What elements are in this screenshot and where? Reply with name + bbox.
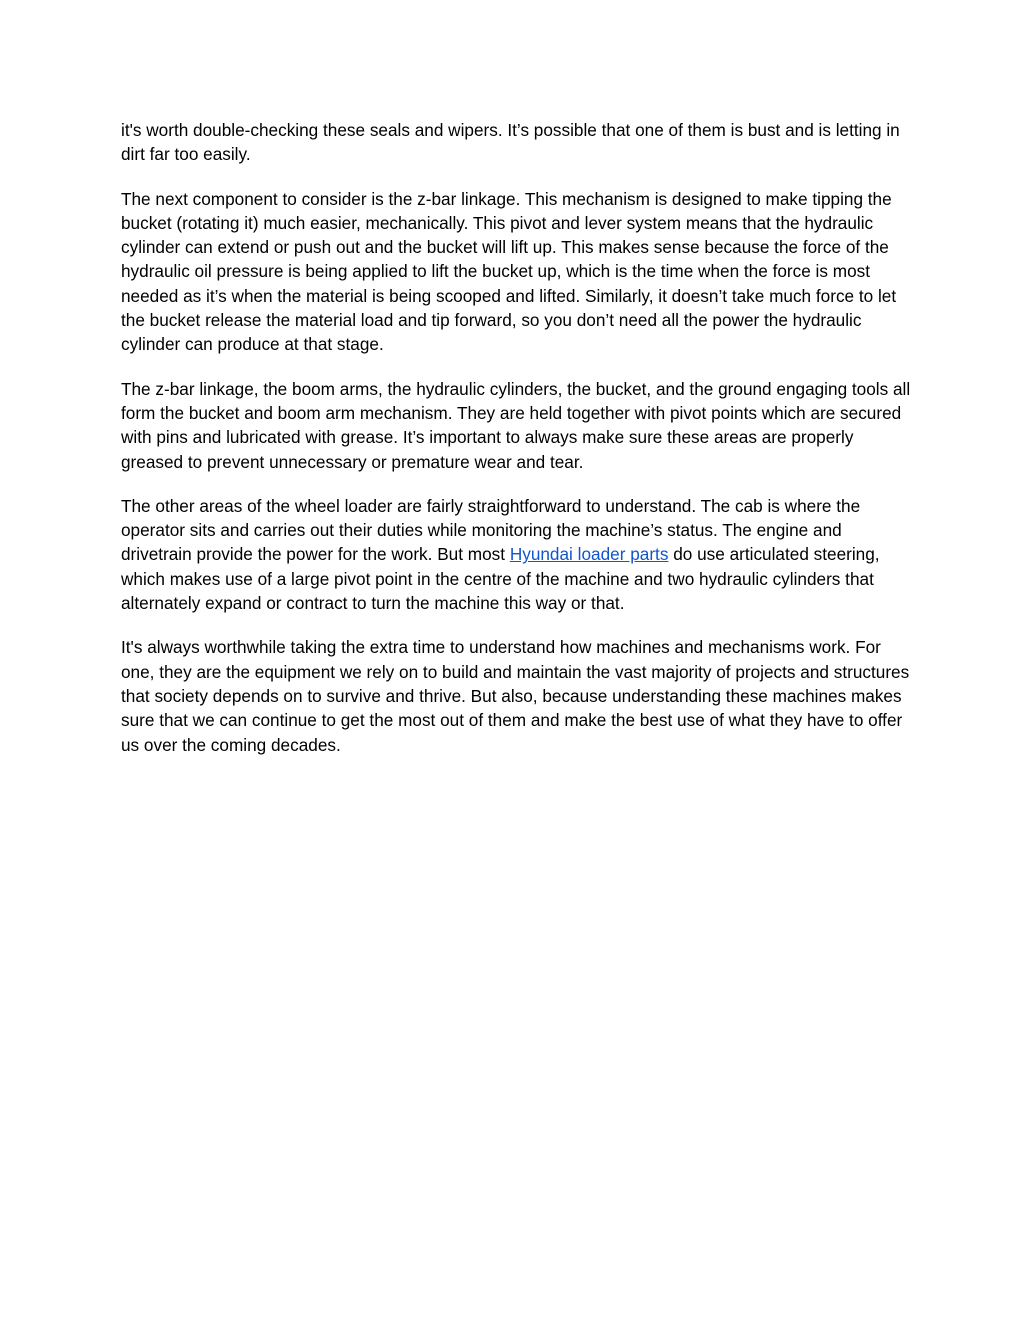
paragraph-boom-mechanism: The z-bar linkage, the boom arms, the hydraulic cylinders, the bucket, and the ground engaging tools all form the bucket and boom arm mechanism. They are held together with pivot points which are secured with pins and lubricated with grease. It’s important to always make sure these areas are properly greased to prevent unnecessary or premature wear and tear. xyxy=(121,378,911,472)
paragraph-z-bar-linkage: The next component to consider is the z-bar linkage. This mechanism is designed to make tipping the bucket (rotating it) much easier, mechanically. This pivot and lever system means that the hydraulic cylinder can extend or push out and the bucket will lift up. This makes sense because the force of the hydraulic oil pressure is being applied to lift the bucket up, which is the time when the force is most needed as it’s when the material is being scooped and lifted. Similarly, it doesn’t take much force to let the bucket release the material load and tip forward, so you don’t need all the power the hydraulic cylinder can produce at that stage. xyxy=(121,188,897,355)
document-body xyxy=(121,118,911,777)
paragraph-text-after-link: do use articulated steering, which makes use of a large pivot point in the centre of the machine and two hydraulic cylinders that alternately expand or contract to turn the machine this way or that. xyxy=(121,544,880,614)
paragraph-seals: it's worth double-checking these seals and wipers. It’s possible that one of them is bust and is letting in dirt far too easily. xyxy=(121,120,900,165)
paragraph-text-before-link: The other areas of the wheel loader are fairly straightforward to understand. The cab is where the operator sits and carries out their duties while monitoring the machine’s status. The engine and drivetrain provide the power for the work. But most xyxy=(121,495,861,565)
paragraph-wheel-loader-areas xyxy=(121,494,911,615)
hyundai-loader-parts-link[interactable]: Hyundai loader parts xyxy=(509,544,669,565)
paragraph-conclusion: It's always worthwhile taking the extra time to understand how machines and mechanisms work. For one, they are the equipment we rely on to build and maintain the vast majority of projects and structures that society depends on to survive and thrive. But also, because understanding these machines makes sure that we can continue to get the most out of them and make the best use of what they have to offer us over the coming decades. xyxy=(121,637,910,755)
